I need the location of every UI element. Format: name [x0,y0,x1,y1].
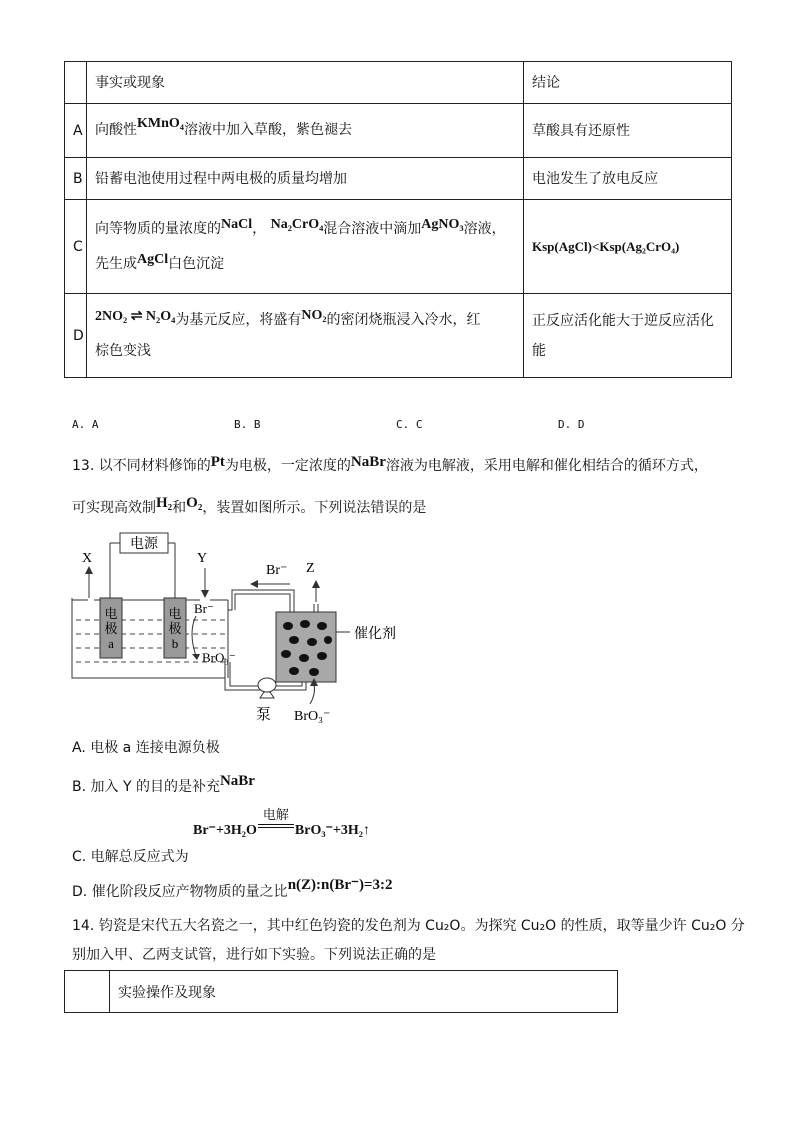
option-a: A. A [72,418,99,431]
experiment-table [64,970,618,1013]
option-c: C. C [396,418,423,431]
electrode-b-label: 极 [168,621,182,636]
row-fact: 2NO₂ ⇌ N₂O₄为基元反应，将盛有NO₂的密闭烧瓶浸入冷水，红 棕色变浅 [87,294,524,378]
table-row [65,200,732,294]
catalyst-label: 催化剂 [354,627,396,642]
row-key: A [65,104,87,158]
row-fact: 铅蓄电池使用过程中两电极的质量均增加 [87,158,524,200]
row-conclusion: Ksp(AgCl)<Ksp(Ag₂CrO₄) [524,200,732,294]
bro3-label: BrO₃⁻ [202,650,236,665]
table-row [65,104,732,158]
row-key: B [65,158,87,200]
pump-label: 泵 [256,707,272,723]
row-conclusion: 草酸具有还原性 [524,104,732,158]
row-conclusion: 正反应活化能大于逆反应活化 能 [524,294,732,378]
q13-stem-line1: 13. 以不同材料修饰的Pt为电极，一定浓度的NaBr溶液为电解液，采用电解和催化相结合的循环方式， [72,454,708,474]
br-label: Br⁻ [194,601,214,616]
q13-option-d: D. 催化阶段反应产物物质的量之比n(Z):n(Br⁻)=3:2 [72,877,393,900]
label-z: Z [306,561,315,576]
option-d: D. D [558,418,585,431]
electrode-a-label: a [108,636,114,651]
power-label: 电源 [130,537,158,552]
table-cell [65,62,87,104]
electrode-b-label: 电 [168,606,182,621]
label-y: Y [197,551,208,566]
q14-stem-line1: 14. 钧瓷是宋代五大名瓷之一，其中红色钧瓷的发色剂为 Cu₂O。为探究 Cu₂O 的性质，取等量少许 Cu₂O 分 [72,918,745,934]
q13-option-b: B. 加入 Y 的目的是补充NaBr [72,773,255,795]
pump-icon [258,678,276,692]
q13-option-c: C. 电解总反应式为 [72,849,189,865]
electrode-a-label: 电 [104,606,118,621]
q13-stem-line2: 可实现高效制H₂和O₂，装置如图所示。下列说法错误的是 [72,495,427,516]
bro3-bottom-label: BrO₃⁻ [294,709,331,724]
q13-option-a: A. 电极 a 连接电源负极 [72,740,220,756]
electrolysis-diagram [60,528,420,728]
row-key: C [65,200,87,294]
table-cell [65,971,110,1013]
electrolysis-equation: Br⁻+3H₂O 电解 BrO₃⁻+3H₂↑ [193,808,370,838]
row-conclusion: 电池发生了放电反应 [524,158,732,200]
electrode-a-label: 极 [104,621,118,636]
row-fact: 向等物质的量浓度的NaCl， Na₂CrO₄混合溶液中滴加AgNO₃溶液， 先生成AgCl白色沉淀 [87,200,524,294]
table-row [65,294,732,378]
q14-stem-line2: 别加入甲、乙两支试管，进行如下实验。下列说法正确的是 [72,947,436,963]
row-key: D [65,294,87,378]
header-conclusion: 结论 [524,62,732,104]
br-top-label: Br⁻ [266,563,288,578]
option-b: B. B [234,418,261,431]
table-row [65,158,732,200]
table-header-row [65,62,732,104]
row-fact: 向酸性KMnO₄溶液中加入草酸，紫色褪去 [87,104,524,158]
comparison-table [64,61,732,378]
electrode-b-label: b [171,636,179,651]
header-fact: 事实或现象 [87,62,524,104]
label-x: X [82,551,93,566]
experiment-header: 实验操作及现象 [110,971,618,1013]
